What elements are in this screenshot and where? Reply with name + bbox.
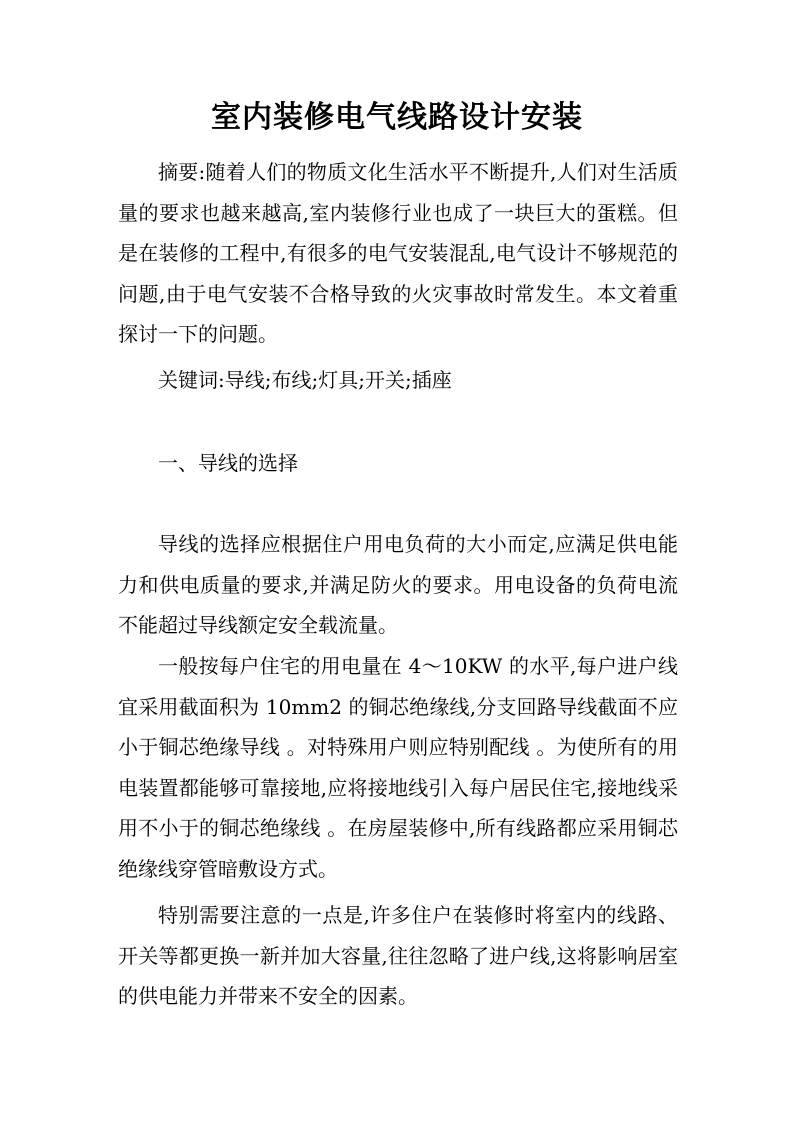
keywords-line: 关键词:导线;布线;灯具;开关;插座 — [158, 368, 452, 392]
abstract-paragraph: 摘要:随着人们的物质文化生活水平不断提升,人们对生活质量的要求也越来越高,室内装修行业也成了一块巨大的蛋糕。但是在装修的工程中,有很多的电气安装混乱,电气设计不够规范的问题,由于电气安装不合格导致的火灾事故时常发生。本文着重探讨一下的问题。 — [118, 160, 678, 346]
body-paragraph: 导线的选择应根据住户用电负荷的大小而定,应满足供电能力和供电质量的要求,并满足防火的要求。用电设备的负荷电流不能超过导线额定安全载流量。 — [118, 532, 678, 637]
section-heading: 一、导线的选择 — [158, 451, 298, 475]
body-paragraph: 特别需要注意的一点是,许多住户在装修时将室内的线路、开关等都更换一新并加大容量,往往忽略了进户线,这将影响居室的供电能力并带来不安全的因素。 — [118, 903, 678, 1008]
document-title: 室内装修电气线路设计安装 — [211, 100, 583, 135]
body-paragraph: 一般按每户住宅的用电量在 4～10KW 的水平,每户进户线宜采用截面积为 10mm2 的铜芯绝缘线,分支回路导线截面不应小于铜芯绝缘导线 。对特殊用户则应特别配线 。为使所有的用电装置都能够可靠接地,应将接地线引入每户居民住宅,接地线采用不小于的铜芯绝缘线 。在房屋装修中,所有线路都应采用铜芯绝缘线穿管暗敷设方式。 — [118, 654, 678, 881]
